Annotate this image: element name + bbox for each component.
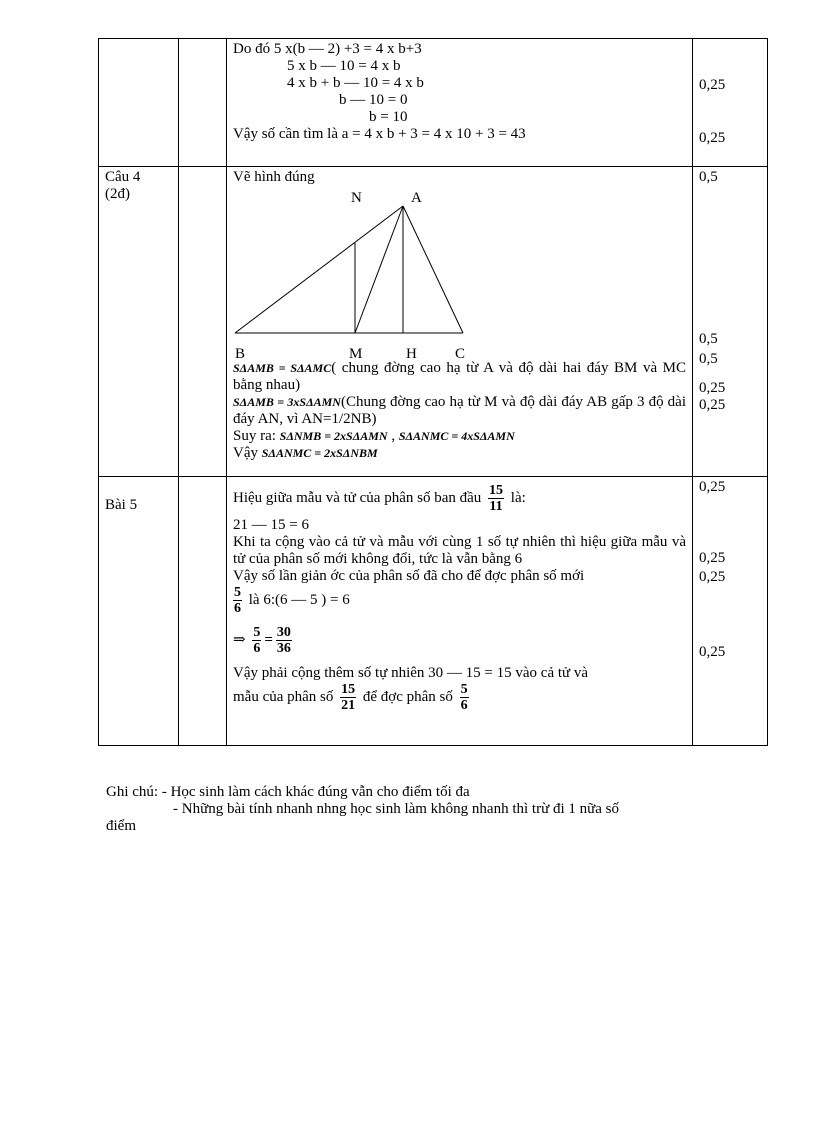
area-statement-4 xyxy=(233,445,686,462)
table-row-cau4 xyxy=(99,167,768,477)
question-label: Câu 4 xyxy=(105,169,141,185)
denominator: 6 xyxy=(234,601,241,616)
segment-ac xyxy=(403,206,463,333)
area-statement-3 xyxy=(233,428,686,445)
points-cell xyxy=(179,167,227,477)
solution-line: 5 x b — 10 = 4 x b xyxy=(287,58,401,74)
separator: , xyxy=(387,428,399,444)
solution-cell xyxy=(227,167,693,477)
vay-label: Vậy xyxy=(233,445,258,461)
score-cell xyxy=(693,167,768,477)
numerator: 15 xyxy=(489,483,504,498)
label-n: N xyxy=(351,190,362,206)
score-value: 0,25 xyxy=(699,550,726,566)
question-cell xyxy=(99,477,179,746)
solution-line: Vậy số lần giản ớc của phân số đã cho để đợc phân số mới xyxy=(233,568,585,584)
denominator: 11 xyxy=(489,499,503,514)
numerator: 15 xyxy=(341,682,356,697)
note-line: Ghi chú: - Học sinh làm cách khác đúng vẫn cho điểm tối đa xyxy=(106,784,470,800)
label-h: H xyxy=(406,346,417,360)
label-a: A xyxy=(411,190,422,206)
area-statement-1 xyxy=(233,360,686,394)
points-cell xyxy=(179,477,227,746)
score-value: 0,25 xyxy=(699,397,726,413)
area-formula: SΔANMC = 4xSΔAMN xyxy=(398,429,515,443)
solution-line: Vậy số cần tìm là a = 4 x b + 3 = 4 x 10 + 3 = 43 xyxy=(233,126,526,142)
table-row-bai5 xyxy=(99,477,768,746)
fraction xyxy=(252,625,261,656)
figure-intro: Vẽ hình đúng xyxy=(233,169,315,185)
text: Hiệu giữa mẫu và tử của phân số ban đầu xyxy=(233,489,482,506)
score-value: 0,25 xyxy=(699,380,726,396)
score-value: 0,5 xyxy=(699,351,718,367)
solution-cell xyxy=(227,477,693,746)
score-value: 0,25 xyxy=(699,479,726,495)
score-value: 0,25 xyxy=(699,77,726,93)
score-cell xyxy=(693,39,768,167)
triangle-figure xyxy=(233,188,483,360)
solution-line xyxy=(233,682,686,718)
score-value: 0,25 xyxy=(699,644,726,660)
score-cell xyxy=(693,477,768,746)
text: là: xyxy=(510,489,526,506)
answer-table xyxy=(98,38,768,746)
solution-line: 4 x b + b — 10 = 4 x b xyxy=(287,75,424,91)
notes-section xyxy=(106,784,756,835)
numerator: 5 xyxy=(234,585,241,600)
denominator: 21 xyxy=(341,698,356,713)
text: mẫu của phân số xyxy=(233,688,334,705)
label-b: B xyxy=(235,346,246,360)
area-formula: SΔAMB = SΔAMC xyxy=(233,361,332,375)
score-value: 0,5 xyxy=(699,331,718,347)
question-cell xyxy=(99,167,179,477)
score-value: 0,25 xyxy=(699,130,726,146)
numerator: 5 xyxy=(460,682,468,697)
question-points: (2đ) xyxy=(105,186,130,202)
solution-line: Vậy phải cộng thêm số tự nhiên 30 — 15 = 15 vào cả tử và xyxy=(233,665,589,681)
question-cell xyxy=(99,39,179,167)
solution-line: b = 10 xyxy=(369,109,408,125)
label-c: C xyxy=(455,346,466,360)
area-statement-2 xyxy=(233,394,686,428)
text: là 6:(6 — 5 ) = 6 xyxy=(248,591,350,608)
implies-icon: ⇒ xyxy=(233,631,246,648)
segment-am xyxy=(355,206,403,333)
denominator: 6 xyxy=(460,698,468,713)
points-cell xyxy=(179,39,227,167)
equals-sign: = xyxy=(264,631,273,648)
solution-line xyxy=(233,585,686,621)
label-m: M xyxy=(349,346,363,360)
numerator: 30 xyxy=(276,625,291,640)
area-formula: SΔAMB = 3xSΔAMN xyxy=(233,395,341,409)
solution-cell xyxy=(227,39,693,167)
table-row-cau3-continuation xyxy=(99,39,768,167)
text: để đợc phân số xyxy=(362,688,453,705)
denominator: 6 xyxy=(253,641,261,656)
solution-line: 21 — 15 = 6 xyxy=(233,517,309,533)
question-label: Bài 5 xyxy=(105,497,138,513)
note-line: điểm xyxy=(106,818,136,834)
area-explanation: (Chung đờng cao hạ từ M và độ dài đáy AB gấp 3 độ dài đáy AN, vì AN=1/2NB) xyxy=(233,394,686,427)
area-formula: SΔANMC = 2xSΔNBM xyxy=(261,446,378,460)
solution-line xyxy=(233,621,686,665)
segment-ba xyxy=(235,206,403,333)
area-formula: SΔNMB = 2xSΔAMN xyxy=(279,429,388,443)
fraction xyxy=(276,625,292,656)
numerator: 5 xyxy=(253,625,261,640)
solution-line: b — 10 = 0 xyxy=(339,92,408,108)
score-value: 0,5 xyxy=(699,169,718,185)
denominator: 36 xyxy=(276,641,291,656)
solution-paragraph: Khi ta cộng vào cả tử và mẫu với cùng 1 số tự nhiên thì hiệu giữa mẫu và tử của phân số mới không đổi, tức là vẫn bằng 6 xyxy=(233,534,686,567)
suy-ra-label: Suy ra: xyxy=(233,428,276,444)
area-explanation: ( chung đờng cao hạ từ A và độ dài hai đáy BM và MC bằng nhau) xyxy=(233,360,687,393)
fraction xyxy=(460,682,469,713)
note-line: - Những bài tính nhanh nhng học sinh làm không nhanh thì trừ đi 1 nữa số xyxy=(173,801,620,817)
solution-line: Do đó 5 x(b — 2) +3 = 4 x b+3 xyxy=(233,41,422,57)
fraction xyxy=(340,682,356,713)
fraction xyxy=(488,483,504,514)
solution-line xyxy=(233,481,686,517)
score-value: 0,25 xyxy=(699,569,726,585)
fraction xyxy=(233,585,242,616)
